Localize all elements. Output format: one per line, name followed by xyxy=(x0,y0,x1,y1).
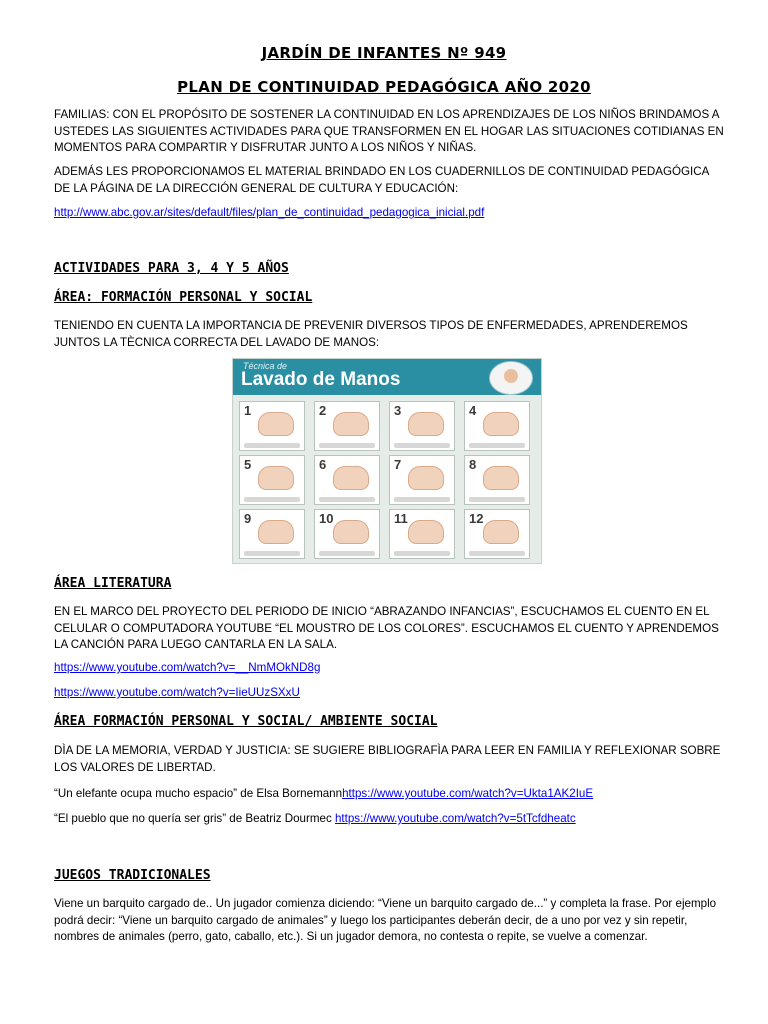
juegos-heading: JUEGOS TRADICIONALES xyxy=(54,868,211,883)
hands-icon xyxy=(408,412,444,436)
poster-step-9 xyxy=(239,509,305,559)
poster-step-number: 3 xyxy=(394,403,402,418)
poster-step-caption xyxy=(319,443,375,448)
child-washing-icon xyxy=(489,361,533,395)
hands-icon xyxy=(258,412,294,436)
handwashing-intro-text: TENIENDO EN CUENTA LA IMPORTANCIA DE PREVENIR DIVERSOS TIPOS DE ENFERMEDADES, APRENDEREMOS JUNTOS LA TÈCNICA CORRECTA DEL LAVADO DE MANOS: xyxy=(54,319,688,349)
poster-step-3 xyxy=(389,401,455,451)
poster-step-5 xyxy=(239,455,305,505)
poster-step-caption xyxy=(244,497,300,502)
book-pueblo-title: “El pueblo que no quería ser gris” de Beatriz Dourmec xyxy=(54,812,335,825)
poster-step-number: 7 xyxy=(394,457,402,472)
area-literatura-heading: ÁREA LITERATURA xyxy=(54,576,172,591)
hands-icon xyxy=(333,520,369,544)
hands-icon xyxy=(408,520,444,544)
hands-icon xyxy=(408,466,444,490)
poster-step-2 xyxy=(314,401,380,451)
poster-step-caption xyxy=(244,443,300,448)
poster-step-1 xyxy=(239,401,305,451)
poster-header xyxy=(233,359,541,395)
poster-step-number: 10 xyxy=(319,511,334,526)
book-pueblo-line xyxy=(54,811,724,828)
juegos-text: Viene un barquito cargado de.. Un jugador comienza diciendo: “Viene un barquito cargado de...” y completa la frase. Por ejemplo podrá decir: “Viene un barquito cargado de animales” y luego los participantes deberán decir, de a uno por vez y sin repetir, nombres de animales (perro, gato, caballo, etc.). Si un jugador demora, no contesta o repite, se vuelve a comenzar. xyxy=(54,897,717,943)
poster-step-number: 8 xyxy=(469,457,477,472)
poster-step-number: 9 xyxy=(244,511,252,526)
hands-icon xyxy=(258,520,294,544)
intro-paragraph: FAMILIAS: CON EL PROPÓSITO DE SOSTENER LA CONTINUIDAD EN LOS APRENDIZAJES DE LOS NIÑOS BRINDAMOS A USTEDES LAS SIGUIENTES ACTIVIDADES PARA QUE TRANSFORMEN EN EL HOGAR LAS SITUACIONES COTIDIANAS EN MOMENTOS PARA COMPARTIR Y DISFRUTAR JUNTO A LOS NIÑOS Y NIÑAS. xyxy=(54,108,724,154)
poster-step-caption xyxy=(394,497,450,502)
youtube-link-pueblo[interactable]: https://www.youtube.com/watch?v=5tTcfdheatc xyxy=(334,812,576,825)
youtube-link-monster-song[interactable]: https://www.youtube.com/watch?v=IieUUzSXxU xyxy=(54,686,300,699)
abc-gov-link[interactable]: http://www.abc.gov.ar/sites/default/files/plan_de_continuidad_pedagogica_inicial.pdf xyxy=(54,206,485,219)
poster-step-caption xyxy=(244,551,300,556)
intro-paragraph-material: ADEMÁS LES PROPORCIONAMOS EL MATERIAL BRINDADO EN LOS CUADERNILLOS DE CONTINUIDAD PEDAGÓGICA DE LA PÁGINA DE LA DIRECCIÓN GENERAL DE CULTURA Y EDUCACIÓN: xyxy=(54,165,709,195)
poster-step-10 xyxy=(314,509,380,559)
poster-step-caption xyxy=(319,551,375,556)
area-personal-social-heading: ÁREA: FORMACIÓN PERSONAL Y SOCIAL xyxy=(54,290,313,305)
hands-icon xyxy=(333,412,369,436)
poster-step-12 xyxy=(464,509,530,559)
poster-step-caption xyxy=(469,443,525,448)
memoria-text: DÌA DE LA MEMORIA, VERDAD Y JUSTICIA: SE SUGIERE BIBLIOGRAFÌA PARA LEER EN FAMILIA Y REFLEXIONAR SOBRE LOS VALORES DE LIBERTAD. xyxy=(54,744,721,774)
poster-step-caption xyxy=(394,443,450,448)
poster-step-number: 6 xyxy=(319,457,327,472)
poster-step-number: 4 xyxy=(469,403,477,418)
poster-step-caption xyxy=(469,497,525,502)
poster-step-number: 1 xyxy=(244,403,252,418)
handwashing-poster-image xyxy=(232,358,542,564)
activities-heading: ACTIVIDADES PARA 3, 4 Y 5 AÑOS xyxy=(54,261,289,276)
book-elefante-line xyxy=(54,786,724,803)
poster-step-6 xyxy=(314,455,380,505)
hands-icon xyxy=(483,466,519,490)
poster-step-caption xyxy=(319,497,375,502)
poster-step-number: 2 xyxy=(319,403,327,418)
poster-step-7 xyxy=(389,455,455,505)
area-ambiente-social-heading: ÁREA FORMACIÓN PERSONAL Y SOCIAL/ AMBIENTE SOCIAL xyxy=(54,714,438,729)
hands-icon xyxy=(333,466,369,490)
poster-step-caption xyxy=(469,551,525,556)
poster-step-4 xyxy=(464,401,530,451)
poster-step-number: 11 xyxy=(394,511,408,526)
hands-icon xyxy=(483,412,519,436)
poster-step-number: 5 xyxy=(244,457,252,472)
document-title: JARDÍN DE INFANTES Nº 949 xyxy=(261,44,507,62)
document-subtitle: PLAN DE CONTINUIDAD PEDAGÓGICA AÑO 2020 xyxy=(177,78,591,96)
book-elefante-title: “Un elefante ocupa mucho espacio” de Elsa Bornemann xyxy=(54,787,343,800)
poster-step-11 xyxy=(389,509,455,559)
hands-icon xyxy=(483,520,519,544)
youtube-link-monster-story[interactable]: https://www.youtube.com/watch?v=__NmMOkND8g xyxy=(54,661,321,674)
literatura-text: EN EL MARCO DEL PROYECTO DEL PERIODO DE INICIO “ABRAZANDO INFANCIAS”, ESCUCHAMOS EL CUENTO EN EL CELULAR O COMPUTADORA YOUTUBE “EL MOUSTRO DE LOS COLORES”. ESCUCHAMOS EL CUENTO Y APRENDEMOS LA CANCIÓN PARA LUEGO CANTARLA EN LA SALA. xyxy=(54,605,719,651)
poster-title: Lavado de Manos xyxy=(241,369,401,390)
hands-icon xyxy=(258,466,294,490)
poster-pretitle: Técnica de xyxy=(243,361,288,371)
youtube-link-elefante[interactable]: https://www.youtube.com/watch?v=Ukta1AK2IuE xyxy=(342,787,594,800)
poster-step-8 xyxy=(464,455,530,505)
poster-step-caption xyxy=(394,551,450,556)
poster-step-number: 12 xyxy=(469,511,484,526)
